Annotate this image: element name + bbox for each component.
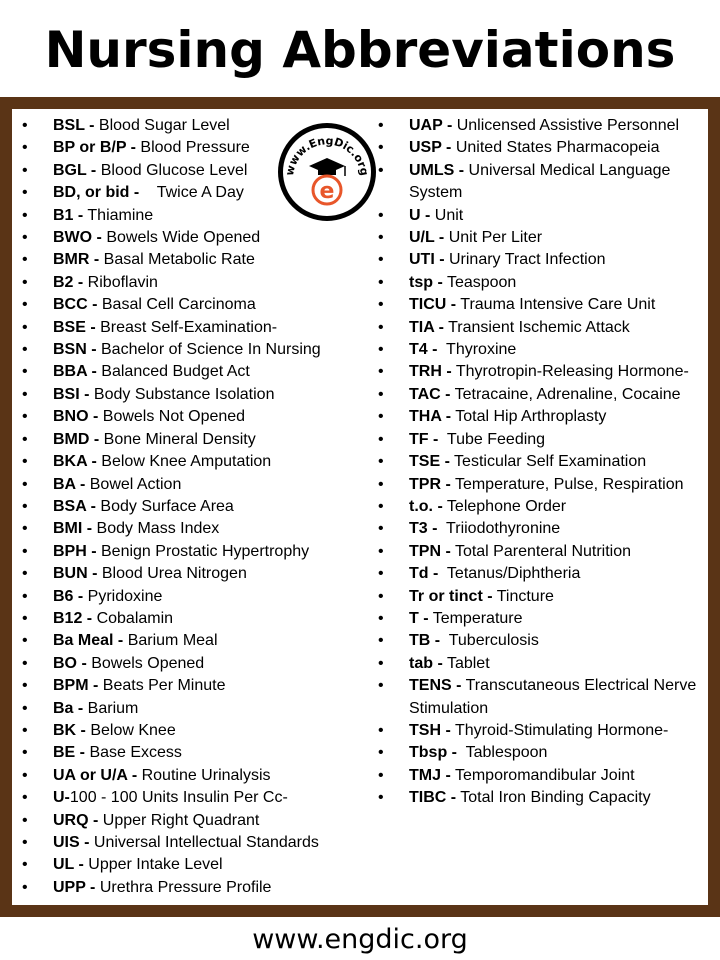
list-item <box>22 563 357 585</box>
abbreviation: TSE - <box>409 453 450 471</box>
abbreviation-meaning: Below Knee Amputation <box>96 453 272 471</box>
left-abbreviation-list <box>22 115 357 899</box>
abbreviation-meaning: Tube Feeding <box>438 430 546 448</box>
abbreviation-meaning: Thyroid-Stimulating Hormone- <box>450 721 669 739</box>
right-abbreviation-list <box>378 115 708 810</box>
list-item <box>378 339 708 361</box>
abbreviation-meaning: Telephone Order <box>442 497 567 515</box>
list-item <box>22 854 357 876</box>
abbreviation: TENS - <box>409 677 462 695</box>
abbreviation-meaning: Pyridoxine <box>83 587 163 605</box>
list-item <box>378 518 708 540</box>
abbreviation-meaning: Urethra Pressure Profile <box>95 878 272 896</box>
abbreviation-meaning: Cobalamin <box>92 609 174 627</box>
abbreviation: BP or B/P - <box>53 139 136 157</box>
abbreviation: UA or U/A - <box>53 766 138 784</box>
abbreviation-meaning: Unit Per Liter <box>444 229 543 247</box>
list-item <box>22 675 357 697</box>
list-item <box>22 384 357 406</box>
list-item <box>378 630 708 652</box>
list-item <box>378 653 708 675</box>
abbreviation: T3 - <box>409 520 438 538</box>
abbreviation-meaning: Thyrotropin-Releasing Hormone- <box>451 363 689 381</box>
list-item <box>378 742 708 764</box>
abbreviation: UAP - <box>409 117 453 134</box>
list-item <box>22 339 357 361</box>
abbreviation: BPH - <box>53 542 97 560</box>
abbreviation-meaning: Urinary Tract Infection <box>444 251 606 269</box>
abbreviation-meaning: Unlicensed Assistive Personnel <box>452 117 680 134</box>
abbreviation-meaning: Bowel Action <box>85 475 182 493</box>
abbreviation-meaning: United States Pharmacopeia <box>451 139 660 157</box>
abbreviation: U/L - <box>409 229 445 247</box>
abbreviation-meaning: Transient Ischemic Attack <box>443 318 630 336</box>
abbreviation: BO - <box>53 654 87 672</box>
abbreviation: BUN - <box>53 565 98 583</box>
list-item <box>22 272 357 294</box>
abbreviation: Ba Meal - <box>53 632 124 650</box>
abbreviation: B12 - <box>53 609 93 627</box>
list-item <box>378 137 708 159</box>
abbreviation: TF - <box>409 430 439 448</box>
abbreviation: UL - <box>53 856 84 874</box>
abbreviation-meaning: Breast Self-Examination- <box>95 318 278 336</box>
abbreviation-meaning: Body Surface Area <box>95 497 234 515</box>
abbreviation: TPN - <box>409 542 451 560</box>
abbreviation: Tr or tinct - <box>409 587 493 605</box>
list-item <box>378 563 708 585</box>
abbreviation: BWO - <box>53 229 102 247</box>
abbreviation-meaning: Temporomandibular Joint <box>450 766 635 784</box>
abbreviation-meaning: Testicular Self Examination <box>449 453 647 471</box>
abbreviation-meaning: Beats Per Minute <box>98 677 226 695</box>
abbreviation: BMR - <box>53 251 100 269</box>
abbreviation-meaning: Total Hip Arthroplasty <box>451 408 607 426</box>
page-title: Nursing Abbreviations <box>44 21 676 79</box>
list-item <box>22 451 357 473</box>
list-item <box>22 877 357 899</box>
list-item <box>378 429 708 451</box>
list-item <box>22 810 357 832</box>
abbreviation: BNO - <box>53 408 99 426</box>
abbreviation-meaning: Tablet <box>442 654 490 672</box>
abbreviation: BA - <box>53 475 86 493</box>
abbreviation: Ba - <box>53 699 84 717</box>
abbreviation-meaning: Universal Intellectual Standards <box>89 834 319 851</box>
abbreviation: tsp - <box>409 273 443 291</box>
list-item <box>22 518 357 540</box>
abbreviation: UPP - <box>53 878 96 896</box>
abbreviation: BBA - <box>53 363 97 381</box>
abbreviation: TIA - <box>409 318 444 336</box>
abbreviation: TB - <box>409 632 441 650</box>
abbreviation-meaning: Temperature <box>428 609 523 627</box>
list-item <box>378 720 708 742</box>
abbreviation-meaning: Tincture <box>492 587 554 605</box>
abbreviation-meaning: Bachelor of Science In Nursing <box>96 341 321 359</box>
logo-graphic <box>283 128 371 216</box>
abbreviation-meaning: Thiamine <box>83 206 154 224</box>
abbreviation-meaning: Teaspoon <box>442 273 517 291</box>
list-item <box>378 496 708 518</box>
logo-text: www.EngDic.org <box>283 134 371 177</box>
abbreviation-meaning: Blood Sugar Level <box>94 117 230 134</box>
abbreviation: BE - <box>53 744 85 762</box>
abbreviation: U- <box>53 789 70 807</box>
list-item <box>22 361 357 383</box>
abbreviation-meaning: Tetracaine, Adrenaline, Cocaine <box>450 385 681 403</box>
abbreviation: BMI - <box>53 520 93 538</box>
footer-url: www.engdic.org <box>252 924 468 955</box>
abbreviation-meaning: Basal Cell Carcinoma <box>97 296 256 314</box>
abbreviation: BKA - <box>53 453 97 471</box>
list-item <box>378 765 708 787</box>
abbreviation-meaning: Balanced Budget Act <box>96 363 250 381</box>
list-item <box>378 317 708 339</box>
list-item <box>22 317 357 339</box>
abbreviation: B1 - <box>53 206 84 224</box>
abbreviation: BD, or bid - <box>53 184 140 202</box>
abbreviation: U - <box>409 206 431 224</box>
abbreviation-meaning: Blood Pressure <box>135 139 250 157</box>
abbreviation-meaning: 100 - 100 Units Insulin Per Cc- <box>69 789 288 807</box>
abbreviation-meaning: Tuberculosis <box>440 632 539 650</box>
abbreviation: T4 - <box>409 341 438 359</box>
abbreviation-meaning: Total Parenteral Nutrition <box>450 542 632 560</box>
abbreviation: UTI - <box>409 251 445 269</box>
abbreviation: UIS - <box>53 834 90 851</box>
abbreviation: UMLS - <box>409 161 465 179</box>
abbreviation: TIBC - <box>409 789 457 807</box>
list-item <box>22 496 357 518</box>
abbreviation-meaning: Upper Intake Level <box>83 856 223 874</box>
abbreviation-meaning: Benign Prostatic Hypertrophy <box>96 542 310 560</box>
abbreviation: BK - <box>53 721 86 739</box>
engdic-logo <box>278 123 376 221</box>
abbreviation-meaning: Bowels Wide Opened <box>101 229 261 247</box>
list-item <box>378 608 708 630</box>
list-item <box>378 541 708 563</box>
list-item <box>22 586 357 608</box>
abbreviation-meaning: Body Mass Index <box>92 520 220 538</box>
abbreviation-meaning: Basal Metabolic Rate <box>99 251 255 269</box>
list-item <box>22 653 357 675</box>
list-item <box>378 361 708 383</box>
abbreviation-meaning: Trauma Intensive Care Unit <box>456 296 656 314</box>
abbreviation: BSL - <box>53 117 95 134</box>
list-item <box>378 294 708 316</box>
abbreviation-meaning: Riboflavin <box>83 273 158 291</box>
abbreviation-meaning: Unit <box>430 206 464 224</box>
abbreviation: BGL - <box>53 161 97 179</box>
list-item <box>22 406 357 428</box>
abbreviation-meaning: Bowels Not Opened <box>98 408 246 426</box>
list-item <box>378 384 708 406</box>
abbreviation: TSH - <box>409 721 451 739</box>
abbreviation-meaning: Tetanus/Diphtheria <box>438 565 581 583</box>
abbreviation: TICU - <box>409 296 457 314</box>
abbreviation: TRH - <box>409 363 452 381</box>
abbreviation: USP - <box>409 139 452 157</box>
abbreviation: t.o. - <box>409 497 443 515</box>
list-item <box>378 474 708 496</box>
list-item <box>22 742 357 764</box>
abbreviation-meaning: Bowels Opened <box>86 654 205 672</box>
abbreviation-meaning: Blood Urea Nitrogen <box>97 565 247 583</box>
abbreviation-meaning: Upper Right Quadrant <box>98 811 260 829</box>
list-item <box>378 227 708 249</box>
abbreviation: Tbsp - <box>409 744 457 762</box>
abbreviation-meaning: Bone Mineral Density <box>99 430 256 448</box>
list-item <box>22 541 357 563</box>
abbreviation: tab - <box>409 654 443 672</box>
list-item <box>22 249 357 271</box>
abbreviation-meaning: Thyroxine <box>437 341 517 359</box>
abbreviation: BMD - <box>53 430 100 448</box>
abbreviation-meaning: Base Excess <box>85 744 182 762</box>
abbreviation-meaning: Barium Meal <box>123 632 218 650</box>
abbreviation-meaning: Triiodothyronine <box>437 520 561 538</box>
list-item <box>22 630 357 652</box>
abbreviation-meaning: Barium <box>83 699 139 717</box>
list-item <box>22 294 357 316</box>
list-item <box>378 451 708 473</box>
abbreviation-meaning: Twice A Day <box>139 184 244 202</box>
list-item <box>378 249 708 271</box>
abbreviation-meaning: Tablespoon <box>457 744 548 762</box>
list-item <box>22 832 357 854</box>
abbreviation: TAC - <box>409 385 451 403</box>
list-item <box>378 115 708 137</box>
list-item <box>378 272 708 294</box>
list-item <box>378 406 708 428</box>
abbreviation: Td - <box>409 565 439 583</box>
abbreviation: URQ - <box>53 811 99 829</box>
abbreviation-meaning: Universal Medical Language System <box>409 161 675 202</box>
list-item <box>378 160 708 205</box>
abbreviation: THA - <box>409 408 452 426</box>
list-item <box>22 227 357 249</box>
list-item <box>22 720 357 742</box>
abbreviation-meaning: Blood Glucose Level <box>96 161 248 179</box>
abbreviation: BSE - <box>53 318 96 336</box>
abbreviation-meaning: Routine Urinalysis <box>137 766 271 784</box>
list-item <box>22 698 357 720</box>
abbreviation: BCC - <box>53 296 98 314</box>
abbreviation-meaning: Transcutaneous Electrical Nerve Stimulation <box>409 677 701 717</box>
abbreviation: T - <box>409 609 429 627</box>
abbreviation: BSA - <box>53 497 96 515</box>
list-item <box>378 586 708 608</box>
list-item <box>378 205 708 227</box>
list-item <box>22 787 357 809</box>
list-item <box>22 608 357 630</box>
abbreviation: TMJ - <box>409 766 451 784</box>
abbreviation: BPM - <box>53 677 99 695</box>
abbreviation-meaning: Body Substance Isolation <box>89 385 275 403</box>
list-item <box>22 765 357 787</box>
abbreviation: B6 - <box>53 587 84 605</box>
abbreviation: B2 - <box>53 273 84 291</box>
list-item <box>22 429 357 451</box>
list-item <box>378 787 708 809</box>
list-item <box>378 675 708 720</box>
abbreviation: BSI - <box>53 385 90 403</box>
abbreviation-meaning: Temperature, Pulse, Respiration <box>450 475 684 493</box>
abbreviation-meaning: Below Knee <box>85 721 176 739</box>
abbreviation: BSN - <box>53 341 97 359</box>
abbreviation: TPR - <box>409 475 451 493</box>
logo-letter: e <box>319 179 335 204</box>
list-item <box>22 474 357 496</box>
abbreviation-meaning: Total Iron Binding Capacity <box>456 789 651 807</box>
